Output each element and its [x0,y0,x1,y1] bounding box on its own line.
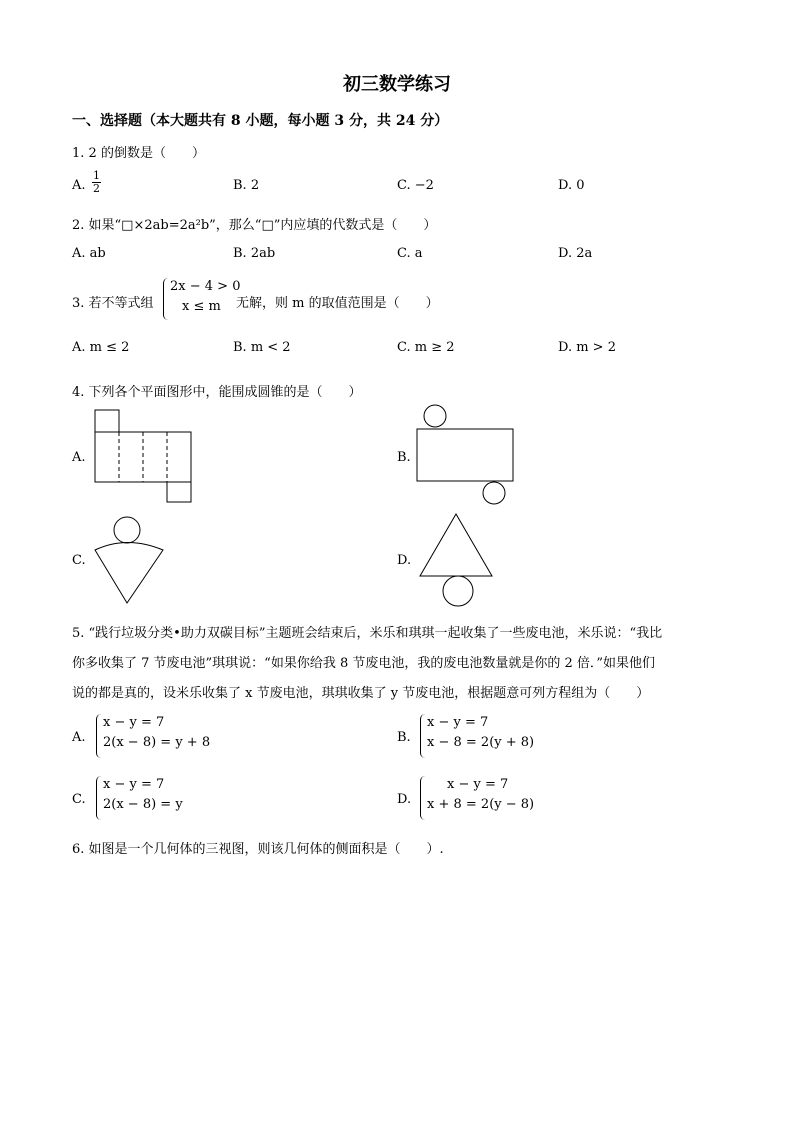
q5-stem-line-3: 说的都是真的，设米乐收集了 x 节废电池，琪琪收集了 y 节废电池，根据题意可列方程组为（ ） [72,686,650,701]
q5-option-c-system [103,775,183,815]
q3-inequality-line-2: x ≤ m [182,299,221,314]
q3-system-brace [163,278,168,320]
q5-option-d-eq-2: x + 8 = 2(y − 8) [427,797,535,812]
q2-stem: 2. 如果“□×2ab=2a²b”，那么“□”内应填的代数式是（ ） [72,218,437,233]
q2-option-a: A. ab [72,246,106,261]
q4-option-d-label: D. [397,553,412,568]
q4-option-d-figure [416,510,496,610]
q5-option-b-brace [420,714,425,758]
q5-stem-line-2: 你多收集了 7 节废电池”琪琪说：“如果你给我 8 节废电池，我的废电池数量就是你的 2 倍．”如果他们 [72,656,656,671]
q5-option-b-eq-2: x − 8 = 2(y + 8) [427,735,535,750]
q3-inequality-line-1: 2x − 4 > 0 [170,279,241,294]
q5-option-c-label: C. [72,792,86,807]
q4-option-b-figure [412,402,522,508]
q6-stem: 6. 如图是一个几何体的三视图，则该几何体的侧面积是（ ）. [72,842,444,857]
q1-stem: 1. 2 的倒数是（ ） [72,146,205,161]
q4-option-a-label: A. [72,450,86,465]
q1-option-a-label: A. [72,178,86,193]
q5-option-c-eq-1: x − y = 7 [103,777,165,792]
q3-option-a: A. m ≤ 2 [72,340,130,355]
q2-option-d: D. 2a [558,246,593,261]
q3-option-d: D. m > 2 [558,340,616,355]
q4-option-a-figure [90,405,200,505]
q3-option-b: B. m < 2 [233,340,291,355]
q5-option-a-label: A. [72,730,86,745]
q3-option-c: C. m ≥ 2 [397,340,455,355]
q3-stem-suffix: 无解，则 m 的取值范围是（ ） [236,296,439,311]
q4-option-b-label: B. [397,450,411,465]
q1-option-c: C. −2 [397,178,434,193]
q5-option-d-brace [420,776,425,820]
page-title: 初三数学练习 [343,74,451,95]
q5-option-a-eq-1: x − y = 7 [103,715,165,730]
q5-option-a-system [103,713,210,753]
q5-option-d-system [427,775,534,815]
q4-option-c-label: C. [72,553,86,568]
q4-stem: 4. 下列各个平面图形中，能围成圆锥的是（ ） [72,385,362,400]
q1-option-b: B. 2 [233,178,260,193]
q5-option-c-eq-2: 2(x − 8) = y [103,797,183,812]
q5-option-c-brace [96,776,101,820]
fraction-denominator: 2 [93,182,100,195]
q5-option-b-system [427,713,534,753]
section-heading: 一、选择题（本大题共有 8 小题，每小题 3 分，共 24 分） [72,113,449,129]
q5-option-a-brace [96,714,101,758]
q1-option-a-fraction [92,170,101,195]
fraction-numerator: 1 [93,169,100,182]
q3-inequality-system [170,277,240,317]
q5-option-d-label: D. [397,792,412,807]
q1-option-d: D. 0 [558,178,585,193]
q5-option-b-label: B. [397,730,411,745]
q5-option-a-eq-2: 2(x − 8) = y + 8 [103,735,211,750]
q5-option-b-eq-1: x − y = 7 [427,715,489,730]
q4-option-c-figure [90,513,170,608]
q3-stem-prefix: 3. 若不等式组 [72,296,154,311]
q2-option-b: B. 2ab [233,246,276,261]
q5-stem-line-1: 5. “践行垃圾分类•助力双碳目标”主题班会结束后，米乐和琪琪一起收集了一些废电池，米乐说：“我比 [72,626,663,641]
q5-option-d-eq-1: x − y = 7 [447,777,509,792]
q2-option-c: C. a [397,246,423,261]
